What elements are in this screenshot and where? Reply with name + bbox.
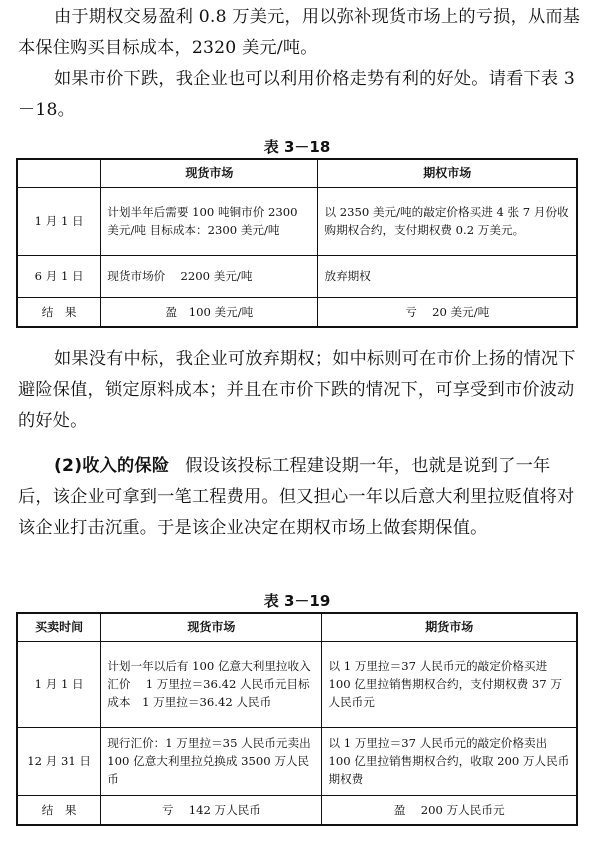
table-row xyxy=(17,187,577,255)
table-row xyxy=(17,795,577,825)
paragraph-1-text: 由于期权交易盈利 0.8 万美元，用以弥补现货市场上的亏损，从而基本保住购买目标成本，2320 美元/吨。 xyxy=(18,7,581,58)
table-1-header-row xyxy=(17,159,577,187)
table-cell: 亏 20 美元/吨 xyxy=(318,297,577,327)
table-cell: 结 果 xyxy=(17,297,101,327)
table-1-header-cell xyxy=(17,159,101,187)
table-cell: 1 月 1 日 xyxy=(17,641,101,727)
table-1-header-cell: 现货市场 xyxy=(101,159,318,187)
table-2 xyxy=(16,612,578,826)
table-cell: 现货市场价 2200 美元/吨 xyxy=(101,255,318,297)
table-cell: 以 1 万里拉＝37 人民币元的敲定价格买进 100 亿里拉销售期权合约，支付期权费 37 万人民币元 xyxy=(322,641,577,727)
table-row xyxy=(17,255,577,297)
table-cell: 盈 100 美元/吨 xyxy=(101,297,318,327)
table-2-caption: 表 3－19 xyxy=(263,592,331,610)
paragraph-1 xyxy=(18,2,582,64)
table-cell: 1 月 1 日 xyxy=(17,187,101,255)
table-2-header-cell: 买卖时间 xyxy=(17,613,101,641)
paragraph-2 xyxy=(18,64,582,126)
table-cell: 计划一年以后有 100 亿意大利里拉收入汇价 1 万里拉＝36.42 人民币元目标成本 1 万里拉＝36.42 人民币 xyxy=(101,641,322,727)
table-1 xyxy=(16,158,578,328)
table-cell: 结 果 xyxy=(17,795,101,825)
table-row xyxy=(17,641,577,727)
table-cell: 以 2350 美元/吨的敲定价格买进 4 张 7 月份收购期权合约，支付期权费 0.2 万美元。 xyxy=(318,187,577,255)
table-cell: 计划半年后需要 100 吨铜市价 2300 美元/吨 目标成本：2300 美元/吨 xyxy=(101,187,318,255)
table-1-caption: 表 3－18 xyxy=(263,138,331,156)
paragraph-2-text: 如果市价下跌，我企业也可以利用价格走势有利的好处。请看下表 3－18。 xyxy=(18,69,576,120)
paragraph-4-heading: (2)收入的保险 xyxy=(54,456,170,476)
table-cell: 盈 200 万人民币元 xyxy=(322,795,577,825)
table-cell: 以 1 万里拉＝37 人民币元的敲定价格卖出 100 亿里拉销售期权合约，收取 200 万人民币期权费 xyxy=(322,727,577,795)
table-row xyxy=(17,727,577,795)
table-row xyxy=(17,297,577,327)
table-cell: 6 月 1 日 xyxy=(17,255,101,297)
table-2-header-cell: 期货市场 xyxy=(322,613,577,641)
table-cell: 现行汇价：1 万里拉＝35 人民币元卖出 100 亿意大利里拉兑换成 3500 万人民币 xyxy=(101,727,322,795)
table-cell: 亏 142 万人民币 xyxy=(101,795,322,825)
paragraph-3 xyxy=(18,344,582,437)
table-1-header-cell: 期权市场 xyxy=(318,159,577,187)
table-cell: 12 月 31 日 xyxy=(17,727,101,795)
table-cell: 放弃期权 xyxy=(318,255,577,297)
paragraph-4 xyxy=(18,451,582,544)
paragraph-3-text: 如果没有中标，我企业可放弃期权；如中标则可在市价上扬的情况下避险保值，锁定原料成本；并且在市价下跌的情况下，可享受到市价波动的好处。 xyxy=(18,349,576,431)
table-2-header-cell: 现货市场 xyxy=(101,613,322,641)
table-2-header-row xyxy=(17,613,577,641)
paragraph-4-text: 假设该投标工程建设期一年，也就是说到了一年后，该企业可拿到一笔工程费用。但又担心一年以后意大利里拉贬值将对该企业打击沉重。于是该企业决定在期权市场上做套期保值。 xyxy=(18,456,575,538)
